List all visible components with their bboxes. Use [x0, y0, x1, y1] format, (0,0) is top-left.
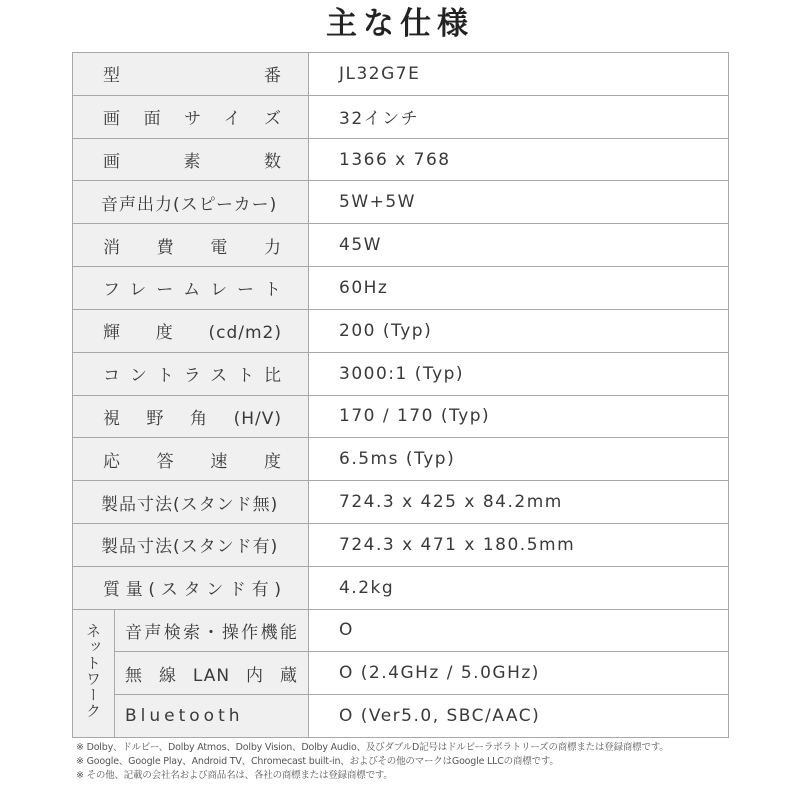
spec-value-cell: [309, 438, 729, 481]
spec-label: 製品寸法(スタンド無): [101, 494, 279, 515]
spec-label: 画素数: [103, 152, 282, 173]
spec-label: コントラスト比: [103, 366, 282, 387]
spec-value-cell: [309, 267, 729, 310]
spec-row-bluetooth: [73, 695, 729, 738]
spec-value: O (Ver5.0, SBC/AAC): [339, 706, 541, 727]
spec-value-cell: [309, 695, 729, 738]
spec-row-viewing-angle: [73, 395, 729, 438]
spec-label-cell: [73, 352, 309, 395]
spec-value-cell: [309, 481, 729, 524]
spec-value: 6.5ms (Typ): [339, 449, 456, 470]
page-title: 主な仕様: [326, 6, 474, 42]
spec-value: O (2.4GHz / 5.0GHz): [339, 663, 540, 684]
spec-label-cell: [73, 395, 309, 438]
footnote: ※ その他、記載の会社名および商品名は、各社の商標または登録商標です。: [76, 770, 393, 781]
spec-row-brightness: [73, 309, 729, 352]
spec-label-cell: [73, 523, 309, 566]
spec-label-cell: [73, 224, 309, 267]
spec-value-cell: [309, 138, 729, 181]
spec-value: JL32G7E: [339, 63, 421, 84]
spec-row-wireless-lan: [73, 652, 729, 695]
spec-label: 質量(スタンド有): [103, 580, 282, 601]
spec-label: 応答速度: [103, 451, 282, 472]
spec-label: 音声出力(スピーカー): [101, 194, 278, 215]
spec-row-frame-rate: [73, 267, 729, 310]
spec-value: 200 (Typ): [339, 320, 433, 341]
spec-label-cell: [73, 481, 309, 524]
network-group-cell: [73, 609, 115, 737]
spec-value: 5W+5W: [339, 192, 416, 213]
spec-label: 輝度(cd/m2): [103, 323, 282, 344]
spec-table: [72, 52, 729, 738]
spec-label-cell: [115, 695, 309, 738]
spec-value: 724.3 x 471 x 180.5mm: [339, 534, 576, 555]
footnotes: [76, 741, 776, 783]
spec-label: 消費電力: [103, 237, 282, 258]
spec-label: フレームレート: [103, 280, 282, 301]
spec-row-power-consumption: [73, 224, 729, 267]
spec-row-resolution: [73, 138, 729, 181]
spec-row-audio-output: [73, 181, 729, 224]
spec-label-cell: [73, 267, 309, 310]
spec-value: 724.3 x 425 x 84.2mm: [339, 492, 563, 513]
spec-label-cell: [73, 95, 309, 138]
network-group-label: ネットワーク: [84, 623, 102, 720]
spec-label-cell: [73, 309, 309, 352]
spec-row-weight: [73, 566, 729, 609]
spec-label: 視野角(H/V): [103, 408, 282, 429]
footnote: ※ Dolby、ドルビー、Dolby Atmos、Dolby Vision、Dolby Audio、及びダブルD記号はドルビーラボラトリーズの商標または登録商標です。: [76, 742, 669, 753]
spec-value: 1366 x 768: [339, 149, 451, 170]
spec-value-cell: [309, 566, 729, 609]
spec-row-model: [73, 53, 729, 96]
spec-value: 3000:1 (Typ): [339, 363, 465, 384]
spec-label-cell: [73, 438, 309, 481]
spec-value: 32インチ: [339, 109, 420, 130]
spec-row-screen-size: [73, 95, 729, 138]
spec-value: 170 / 170 (Typ): [339, 406, 491, 427]
footnote: ※ Google、Google Play、Android TV、Chromecast built-in、およびその他のマークはGoogle LLCの商標です。: [76, 756, 559, 767]
spec-label: 型番: [103, 66, 282, 87]
spec-value: 60Hz: [339, 277, 389, 298]
spec-value-cell: [309, 395, 729, 438]
spec-value-cell: [309, 652, 729, 695]
spec-value: 4.2kg: [339, 577, 395, 598]
spec-value-cell: [309, 309, 729, 352]
spec-label-cell: [73, 53, 309, 96]
spec-value-cell: [309, 609, 729, 652]
spec-label-cell: [73, 181, 309, 224]
spec-value: O: [339, 620, 354, 641]
spec-value: 45W: [339, 235, 382, 256]
spec-label: 製品寸法(スタンド有): [101, 537, 279, 558]
spec-label-cell: [115, 652, 309, 695]
spec-label-cell: [73, 566, 309, 609]
spec-label: 音声検索・操作機能: [125, 622, 298, 643]
spec-value-cell: [309, 352, 729, 395]
spec-label: 無線LAN内蔵: [125, 665, 298, 686]
spec-value-cell: [309, 53, 729, 96]
spec-row-response-time: [73, 438, 729, 481]
spec-value-cell: [309, 95, 729, 138]
spec-value-cell: [309, 224, 729, 267]
spec-value-cell: [309, 523, 729, 566]
spec-label: 画面サイズ: [103, 109, 282, 130]
spec-label-cell: [115, 609, 309, 652]
spec-row-dimensions-no-stand: [73, 481, 729, 524]
spec-row-voice-search: [73, 609, 729, 652]
spec-row-contrast-ratio: [73, 352, 729, 395]
spec-value-cell: [309, 181, 729, 224]
spec-row-dimensions-with-stand: [73, 523, 729, 566]
spec-label: Bluetooth: [125, 706, 244, 727]
spec-label-cell: [73, 138, 309, 181]
